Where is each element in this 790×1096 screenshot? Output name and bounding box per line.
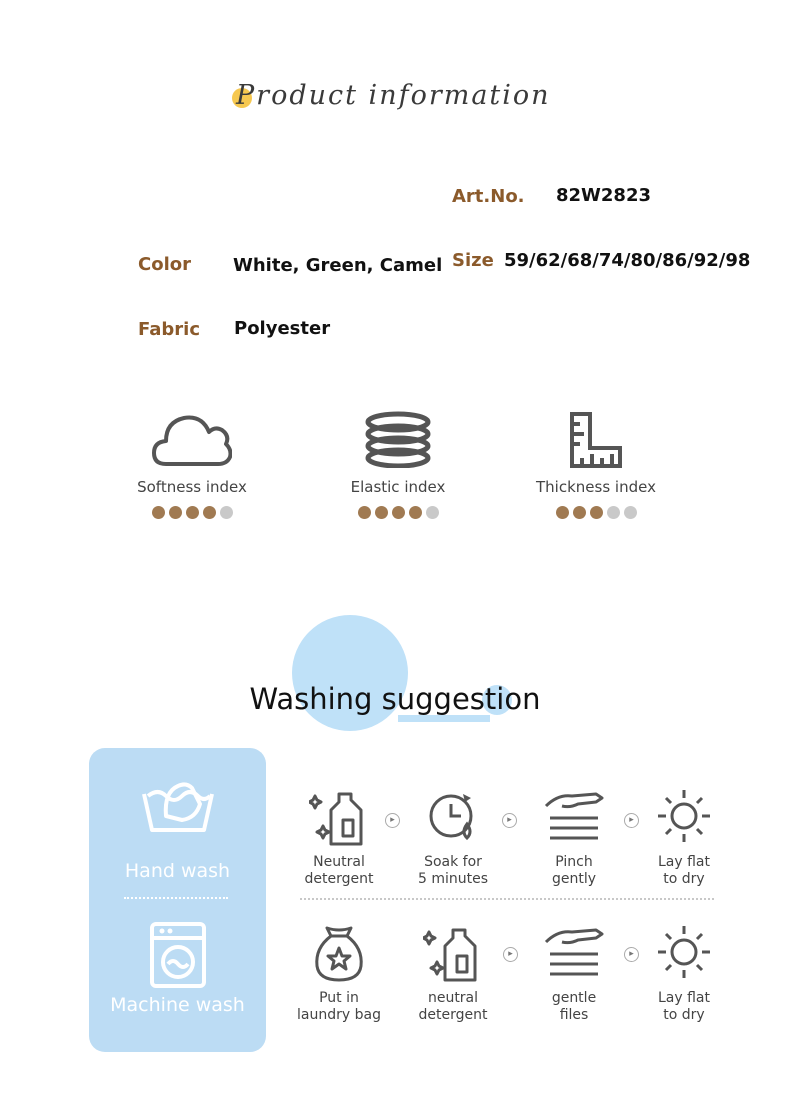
color-label: Color — [138, 254, 191, 275]
hand-step-2 — [398, 786, 508, 888]
step-line-1: Lay flat — [657, 990, 710, 1006]
hand-pinch-icon — [542, 922, 606, 984]
step-line-1: Put in — [319, 990, 359, 1006]
coil-icon — [358, 410, 438, 468]
step-arrow-icon: ▸ — [385, 813, 400, 828]
step-line-2: laundry bag — [297, 1007, 381, 1023]
page-title: Product information — [236, 80, 551, 111]
step-arrow-icon: ▸ — [624, 947, 639, 962]
step-arrow-icon: ▸ — [502, 813, 517, 828]
softness-index — [97, 410, 287, 519]
step-line-2: 5 minutes — [417, 871, 489, 887]
detergent-bottle-icon — [309, 786, 369, 848]
rating-dot-filled — [358, 506, 371, 519]
fabric-label: Fabric — [138, 319, 200, 340]
sun-icon — [654, 922, 714, 984]
machine-step-2 — [398, 922, 508, 1024]
hand-step-3 — [519, 786, 629, 888]
thickness-index-label: Thickness index — [536, 478, 656, 496]
step-line-1: Soak for — [424, 854, 482, 870]
rating-dot-filled — [375, 506, 388, 519]
step-line-2: to dry — [663, 871, 705, 887]
rating-dot-filled — [186, 506, 199, 519]
softness-index-label: Softness index — [137, 478, 247, 496]
art-no-value: 82W2823 — [556, 185, 652, 206]
step-line-2: detergent — [304, 871, 374, 887]
step-line-1: Pinch — [555, 854, 593, 870]
panel-divider — [124, 897, 228, 899]
thickness-rating — [501, 506, 691, 519]
sun-icon — [654, 786, 714, 848]
elastic-index-label: Elastic index — [350, 478, 446, 496]
clock-drop-icon — [423, 786, 483, 848]
hand-step-1 — [284, 786, 394, 888]
title-underline — [398, 715, 490, 722]
detergent-bottle-icon — [423, 922, 483, 984]
softness-rating — [97, 506, 287, 519]
thickness-index — [501, 410, 691, 519]
rating-dot-empty — [624, 506, 637, 519]
step-arrow-icon: ▸ — [624, 813, 639, 828]
ruler-icon — [556, 410, 636, 468]
rating-dot-empty — [607, 506, 620, 519]
hand-step-4 — [629, 786, 739, 888]
machine-step-4 — [629, 922, 739, 1024]
size-label: Size — [452, 250, 494, 271]
step-line-2: to dry — [663, 1007, 705, 1023]
rating-dot-empty — [426, 506, 439, 519]
cloud-icon — [152, 410, 232, 468]
hand-pinch-icon — [542, 786, 606, 848]
row-divider — [300, 898, 714, 900]
elastic-rating — [303, 506, 493, 519]
rating-dot-empty — [220, 506, 233, 519]
art-no-label: Art.No. — [452, 186, 525, 207]
fabric-value: Polyester — [234, 318, 331, 339]
step-line-1: Lay flat — [657, 854, 710, 870]
rating-dot-filled — [203, 506, 216, 519]
rating-dot-filled — [409, 506, 422, 519]
rating-dot-filled — [556, 506, 569, 519]
step-line-1: Neutral — [313, 854, 365, 870]
step-line-1: gentle — [551, 990, 597, 1006]
elastic-index — [303, 410, 493, 519]
washing-title: Washing suggestion — [249, 682, 541, 716]
hand-wash-icon — [138, 774, 218, 838]
rating-dot-filled — [152, 506, 165, 519]
rating-dot-filled — [169, 506, 182, 519]
size-value: 59/62/68/74/80/86/92/98 — [504, 250, 751, 271]
step-line-2: gently — [551, 871, 597, 887]
machine-step-1 — [284, 922, 394, 1024]
rating-dot-filled — [573, 506, 586, 519]
washing-machine-icon — [148, 920, 208, 990]
hand-wash-label: Hand wash — [124, 860, 231, 882]
laundry-bag-icon — [309, 922, 369, 984]
step-arrow-icon: ▸ — [503, 947, 518, 962]
step-line-2: detergent — [418, 1007, 488, 1023]
machine-wash-label: Machine wash — [110, 994, 245, 1016]
machine-step-3 — [519, 922, 629, 1024]
rating-dot-filled — [590, 506, 603, 519]
rating-dot-filled — [392, 506, 405, 519]
color-value: White, Green, Camel — [233, 255, 443, 276]
step-line-1: neutral — [427, 990, 479, 1006]
step-line-2: files — [559, 1007, 589, 1023]
